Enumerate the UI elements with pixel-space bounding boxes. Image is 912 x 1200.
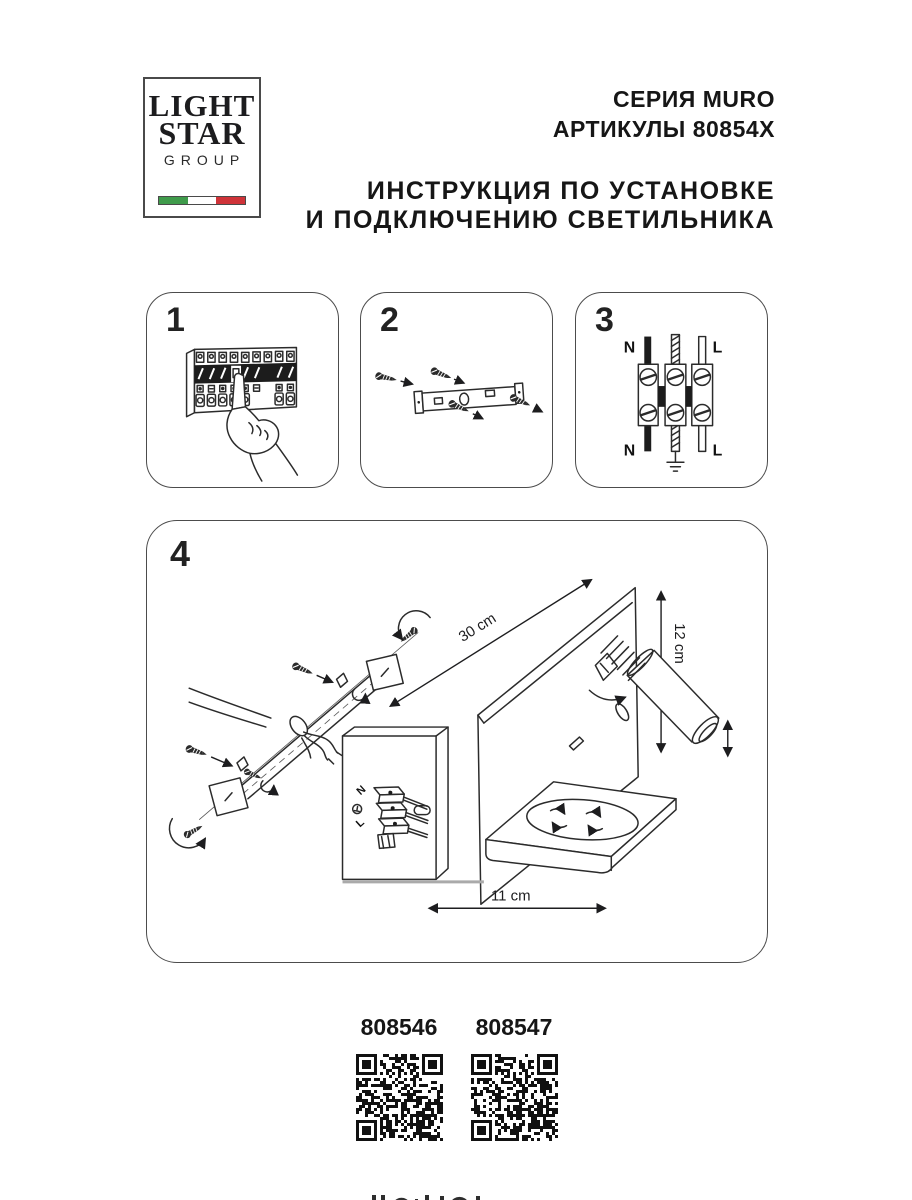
lightstar-logo	[143, 77, 261, 218]
connector-line-label: L	[353, 816, 367, 830]
articles-title: АРТИКУЛЫ 80854X	[552, 116, 775, 142]
dimension-12cm-label: 12 cm	[671, 623, 689, 664]
step-3-panel	[575, 292, 768, 488]
article-number-right: 808547	[475, 1014, 553, 1040]
terminal-wiring-illustration	[576, 293, 767, 487]
document-header	[306, 84, 775, 235]
neutral-label-bottom: N	[623, 442, 636, 460]
article-number-left: 808546	[360, 1014, 438, 1040]
line-label-bottom: L	[712, 442, 723, 460]
series-title: СЕРИЯ MURO	[612, 86, 775, 112]
dimension-30cm-label: 30 cm	[455, 609, 500, 646]
qr-code-left	[356, 1054, 443, 1141]
logo-text-light: LIGHT	[148, 88, 256, 123]
page-bottom-cropped-text	[356, 1190, 496, 1200]
dimension-11cm-label: 11 cm	[490, 887, 531, 905]
mounting-bracket-illustration	[361, 293, 552, 487]
step-1-number: 1	[166, 301, 185, 339]
logo-text-group: GROUP	[163, 152, 246, 169]
step-2-panel	[360, 292, 553, 488]
step-3-number: 3	[595, 301, 614, 339]
step-4-panel	[146, 520, 768, 963]
logo-text-star: STAR	[158, 115, 246, 152]
step-2-number: 2	[380, 301, 399, 339]
flag-stripe-green	[159, 197, 188, 204]
connector-neutral-label: N	[354, 783, 369, 798]
step-4-number: 4	[170, 533, 191, 574]
ground-symbol-icon	[667, 451, 684, 471]
qr-item-808547	[470, 1014, 558, 1146]
instruction-title-line1: ИНСТРУКЦИЯ ПО УСТАНОВКЕ	[366, 177, 775, 205]
qr-item-808546	[355, 1014, 443, 1146]
circuit-breaker-illustration	[147, 293, 338, 487]
instruction-title-line2: И ПОДКЛЮЧЕНИЮ СВЕТИЛЬНИКА	[305, 206, 775, 234]
connector-ground-icon	[352, 804, 362, 814]
italy-flag-bar	[158, 196, 246, 205]
neutral-label-top: N	[623, 339, 636, 357]
qr-code-right	[471, 1054, 558, 1141]
line-label-top: L	[712, 339, 723, 357]
step-1-panel	[146, 292, 339, 488]
flag-stripe-red	[216, 197, 245, 204]
flag-stripe-white	[188, 197, 217, 204]
luminaire-assembly-illustration	[147, 521, 767, 962]
